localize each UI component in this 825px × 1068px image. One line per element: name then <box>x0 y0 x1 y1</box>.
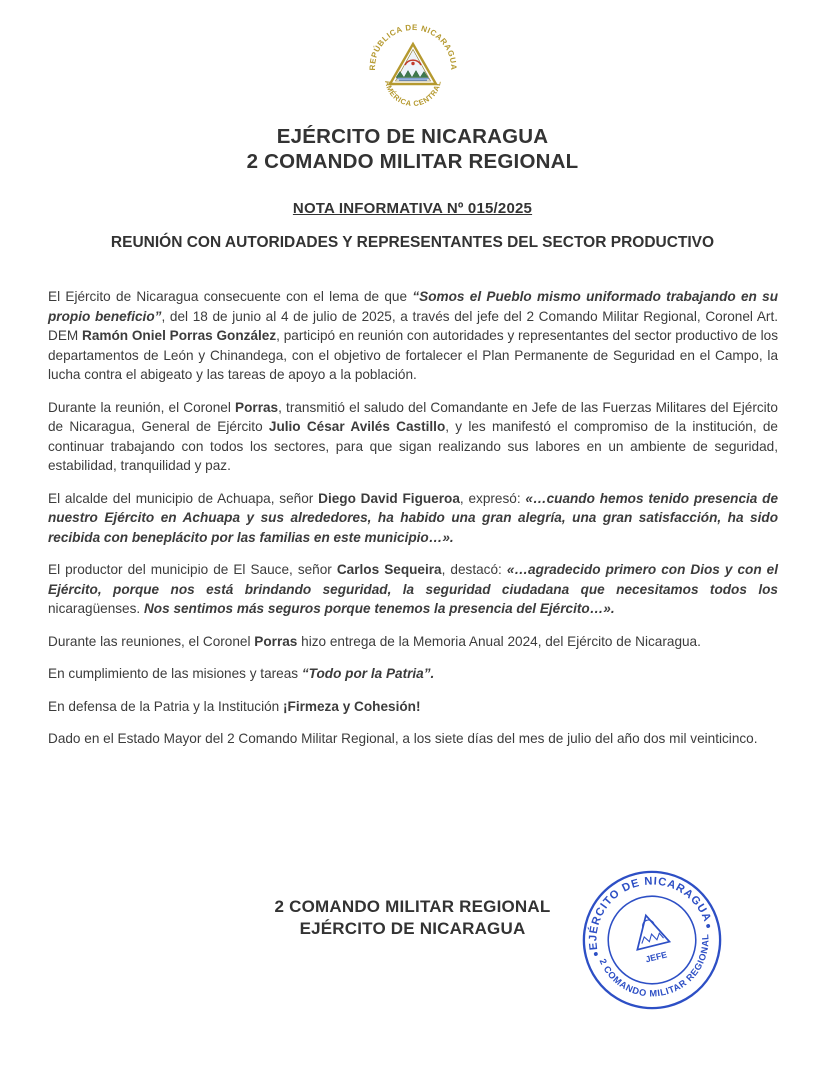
text-run-normal: hizo entrega de la Memoria Anual 2024, del Ejército de Nicaragua. <box>297 633 701 649</box>
text-run-bolditalic: «…cuando hemos tenido presencia de nuestro Ejército en Achuapa y sus alrededores, ha habido una gran alegría, una gran satisfacción, ha sido recibida con beneplácito por las familias en este municipio…». <box>48 490 779 545</box>
text-run-normal: Durante la reunión, el Coronel <box>48 399 236 415</box>
signature-line2: EJÉRCITO DE NICARAGUA <box>299 919 526 938</box>
text-run-normal: , destacó: <box>441 562 507 577</box>
document-subject: REUNIÓN CON AUTORIDADES Y REPRESENTANTES DEL SECTOR PRODUCTIVO <box>110 234 715 251</box>
stamp-bottom-arc-text: 2 COMANDO MILITAR REGIONAL <box>597 933 711 999</box>
stamp-center-emblem <box>630 911 670 949</box>
text-run-bolditalic: «…agradecido primero con Dios y con el Ejército, porque nos está brindando seguridad, la seguridad ciudadana que necesitamos todos los <box>48 562 779 597</box>
org-title-line1: EJÉRCITO DE NICARAGUA <box>276 125 549 148</box>
text-run-bolditalic: “Somos el Pueblo mismo uniformado trabajando en su propio beneficio” <box>48 289 778 324</box>
paragraph-7 <box>48 697 778 717</box>
paragraph-8 <box>48 729 778 749</box>
text-run-bold: ¡Firmeza y Cohesión! <box>283 698 421 714</box>
text-run-normal: , participó en reunión con autoridades y representantes del sector productivo de los departamentos de León y Chinandega, con el objetivo de fortalecer el Plan Permanente de Seguridad en el Campo, la lucha contra el abigeato y las tareas de apoyo a la población. <box>48 328 778 382</box>
paragraph-4 <box>48 560 778 619</box>
paragraph-6 <box>48 664 778 684</box>
text-run-normal: En defensa de la Patria y la Institución <box>48 698 284 714</box>
document-header <box>0 124 825 253</box>
text-run-normal: El productor del municipio de El Sauce, señor <box>48 562 337 577</box>
text-run-bold: Porras <box>254 633 298 649</box>
text-run-bold: Julio César Avilés Castillo <box>268 419 446 434</box>
text-run-normal: El alcalde del municipio de Achuapa, señor <box>48 490 319 506</box>
text-run-bolditalic: Nos sentimos más seguros porque tenemos la presencia del Ejército…». <box>143 601 615 616</box>
text-run-normal: , transmitió el saludo del Comandante en Jefe de las Fuerzas Militares del Ejército de Nicaragua, General de Ejército <box>48 399 778 434</box>
text-run-bolditalic: “Todo por la Patria”. <box>301 666 435 681</box>
emblem-cap <box>411 62 414 65</box>
official-stamp-icon <box>580 868 724 1012</box>
text-run-bold: Carlos Sequeira <box>336 562 442 577</box>
text-run-normal: , y les manifestó el compromiso de la institución, de continuar trabajando con todos los sectores, para que sigan realizando sus labores en un ambiente de seguridad, estabilidad, tranquilidad y paz. <box>48 419 778 473</box>
note-number: NOTA INFORMATIVA Nº 015/2025 <box>292 200 533 217</box>
stamp-left-dot <box>593 952 598 957</box>
paragraph-2 <box>48 398 778 476</box>
text-run-normal: Dado en el Estado Mayor del 2 Comando Militar Regional, a los siete días del mes de julio del año dos mil veinticinco. <box>48 731 758 746</box>
stamp-top-arc-text: EJÉRCITO DE NICARAGUA <box>587 875 714 951</box>
stamp-right-dot <box>706 924 711 929</box>
paragraph-1 <box>48 287 778 385</box>
text-run-normal: El Ejército de Nicaragua consecuente con el lema de que <box>48 289 413 304</box>
text-run-normal: nicaragüenses. <box>48 601 144 616</box>
document-body <box>48 287 778 762</box>
text-run-normal: En cumplimiento de las misiones y tareas <box>48 666 302 681</box>
org-title-line2: 2 COMANDO MILITAR REGIONAL <box>246 150 579 173</box>
emblem-triangle <box>390 44 436 84</box>
text-run-normal: Durante las reuniones, el Coronel <box>48 633 255 649</box>
text-run-bold: Diego David Figueroa <box>318 490 460 506</box>
stamp-center-label: JEFE <box>644 949 669 965</box>
signature-line1: 2 COMANDO MILITAR REGIONAL <box>274 897 551 916</box>
emblem-top-arc-text: REPÚBLICA DE NICARAGUA <box>367 22 458 71</box>
emblem-bottom-arc-text: AMÉRICA CENTRAL <box>382 79 443 109</box>
nicaragua-emblem-icon <box>351 18 475 116</box>
text-run-bold: Porras <box>235 399 279 415</box>
text-run-normal: , expresó: <box>459 490 526 506</box>
text-run-bold: Ramón Oniel Porras González <box>82 328 277 343</box>
text-run-normal: , del 18 de junio al 4 de julio de 2025, a través del jefe del 2 Comando Militar Regional, Coronel Art. DEM <box>48 308 779 343</box>
paragraph-3 <box>48 489 778 548</box>
paragraph-5 <box>48 632 778 652</box>
